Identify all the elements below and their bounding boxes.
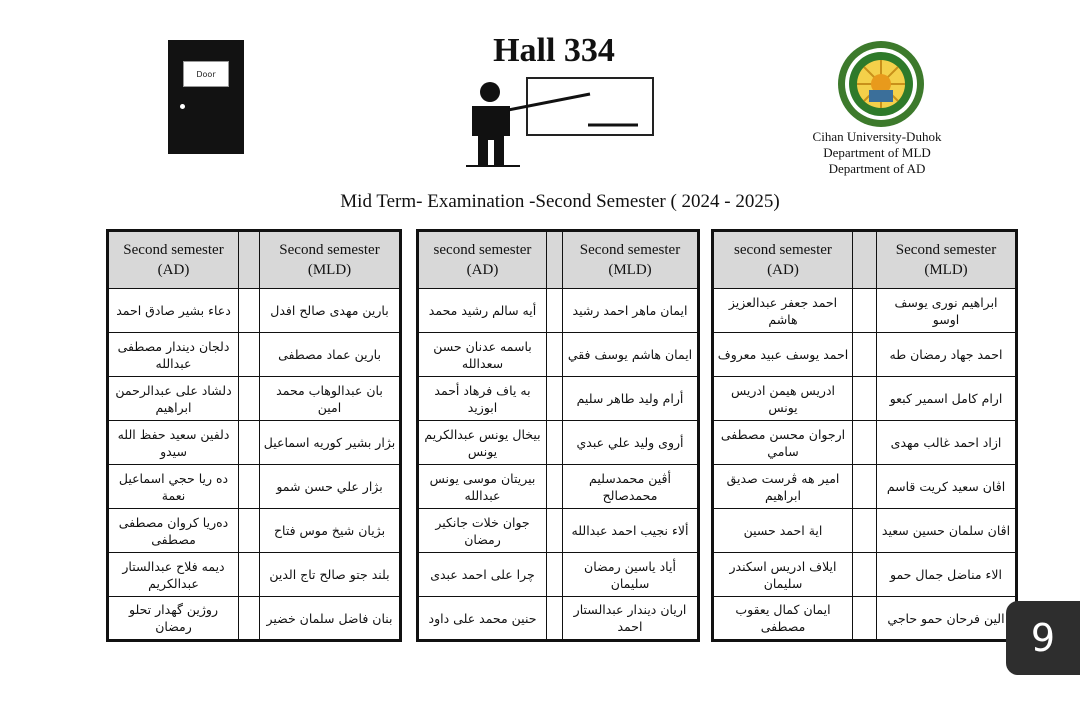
table-row (418, 553, 699, 597)
university-name: Cihan University-Duhok (812, 129, 942, 144)
student-ad: ادريس هيمن ادريس يونس (713, 377, 853, 421)
student-ad: حنين محمد على داود (418, 597, 547, 641)
table-row (108, 509, 401, 553)
student-ad: ده ريا حجي اسماعيل نعمة (108, 465, 239, 509)
student-ad: بيريتان موسى يونس عبدالله (418, 465, 547, 509)
table-row (418, 377, 699, 421)
seating-table-2 (416, 229, 700, 642)
student-mld: أروى وليد علي عبدي (563, 421, 699, 465)
seating-table-3 (711, 229, 1018, 642)
student-mld: بژار بشير كوريه اسماعيل (260, 421, 401, 465)
table-row (713, 553, 1017, 597)
separator-cell (853, 597, 877, 641)
student-mld: ازاد احمد غالب مهدى (877, 421, 1017, 465)
university-logo (833, 40, 929, 130)
separator-cell (239, 333, 260, 377)
student-mld: الاء مناضل جمال حمو (877, 553, 1017, 597)
column-header-mld: Second semester (MLD) (260, 231, 401, 289)
hall-title: Hall 334 (493, 32, 615, 69)
student-ad: ديمه فلاح عبدالستار عبدالكريم (108, 553, 239, 597)
student-ad: دعاء بشير صادق احمد (108, 289, 239, 333)
student-mld: بان عبدالوهاب محمد امين (260, 377, 401, 421)
student-ad: روژين گهدار تحلو رمضان (108, 597, 239, 641)
table-row (108, 597, 401, 641)
table-row (418, 421, 699, 465)
door-sign: Door (183, 61, 229, 87)
student-mld: بنان فاضل سلمان خضير (260, 597, 401, 641)
table-row (108, 421, 401, 465)
table-row (418, 597, 699, 641)
table-header-row (713, 231, 1017, 289)
column-header-ad: second semester (AD) (713, 231, 853, 289)
table-row (108, 377, 401, 421)
student-ad: دلشاد على عبدالرحمن ابراهيم (108, 377, 239, 421)
table-header-row (418, 231, 699, 289)
teacher-board-icon (466, 76, 658, 168)
separator-cell (853, 509, 877, 553)
separator-cell (853, 377, 877, 421)
student-mld: أڤين محمدسليم محمدصالح (563, 465, 699, 509)
student-mld: الين فرحان حمو حاجي (877, 597, 1017, 641)
student-mld: بارين مهدى صالح افدل (260, 289, 401, 333)
separator-cell (853, 465, 877, 509)
separator-cell (239, 231, 260, 289)
separator-cell (239, 465, 260, 509)
separator-cell (239, 421, 260, 465)
student-ad: احمد يوسف عبيد معروف (713, 333, 853, 377)
student-mld: اريان ديندار عبدالستار احمد (563, 597, 699, 641)
separator-cell (239, 377, 260, 421)
separator-cell (239, 289, 260, 333)
separator-cell (853, 289, 877, 333)
student-ad: دلجان ديندار مصطفى عبدالله (108, 333, 239, 377)
separator-cell (547, 597, 563, 641)
separator-cell (547, 553, 563, 597)
student-mld: ايمان هاشم يوسف فقي (563, 333, 699, 377)
seating-table-1 (106, 229, 402, 642)
student-ad: ارجوان محسن مصطفى سامي (713, 421, 853, 465)
student-ad: اية احمد حسين (713, 509, 853, 553)
table-row (108, 289, 401, 333)
table-row (418, 289, 699, 333)
separator-cell (547, 509, 563, 553)
table-row (713, 377, 1017, 421)
department-ad: Department of AD (828, 161, 926, 176)
student-ad: ايمان كمال يعقوب مصطفى (713, 597, 853, 641)
table-row (108, 465, 401, 509)
department-mld: Department of MLD (823, 145, 931, 160)
table-row (108, 333, 401, 377)
table-row (418, 465, 699, 509)
student-mld: ايمان ماهر احمد رشيد (563, 289, 699, 333)
student-ad: احمد جعفر عبدالعزيز هاشم (713, 289, 853, 333)
table-header-row (108, 231, 401, 289)
student-ad: بيخال يونس عبدالكريم يونس (418, 421, 547, 465)
student-mld: بژار علي حسن شمو (260, 465, 401, 509)
separator-cell (547, 231, 563, 289)
column-header-ad: second semester (AD) (418, 231, 547, 289)
student-ad: ايلاف ادريس اسكندر سليمان (713, 553, 853, 597)
student-mld: احمد جهاد رمضان طه (877, 333, 1017, 377)
student-mld: ابراهيم نورى يوسف اوسو (877, 289, 1017, 333)
separator-cell (239, 597, 260, 641)
separator-cell (239, 509, 260, 553)
student-mld: اڤان سلمان حسين سعيد (877, 509, 1017, 553)
separator-cell (547, 465, 563, 509)
separator-cell (853, 421, 877, 465)
student-mld: أياد ياسين رمضان سليمان (563, 553, 699, 597)
table-row (713, 509, 1017, 553)
column-header-mld: Second semester (MLD) (563, 231, 699, 289)
separator-cell (547, 333, 563, 377)
table-row (418, 333, 699, 377)
separator-cell (853, 333, 877, 377)
table-row (713, 597, 1017, 641)
door-knob (180, 104, 185, 109)
university-text (782, 129, 972, 177)
table-row (713, 421, 1017, 465)
separator-cell (239, 553, 260, 597)
student-mld: ألاء نجيب احمد عبدالله (563, 509, 699, 553)
separator-cell (547, 377, 563, 421)
page-number-badge: 9 (1006, 601, 1080, 675)
column-header-ad: Second semester (AD) (108, 231, 239, 289)
student-mld: ارام كامل اسمير كبعو (877, 377, 1017, 421)
student-mld: بژيان شيخ موس فتاح (260, 509, 401, 553)
student-mld: بلند جتو صالح تاج الدين (260, 553, 401, 597)
exam-title: Mid Term- Examination -Second Semester ( 2024 - 2025) (340, 191, 780, 212)
separator-cell (547, 421, 563, 465)
student-mld: أرام وليد طاهر سليم (563, 377, 699, 421)
student-mld: اڤان سعيد كريت قاسم (877, 465, 1017, 509)
table-row (713, 465, 1017, 509)
student-ad: أيه سالم رشيد محمد (418, 289, 547, 333)
student-ad: دلفين سعيد حفظ الله سيدو (108, 421, 239, 465)
student-ad: به ياف فرهاد أحمد ابوزيد (418, 377, 547, 421)
column-header-mld: Second semester (MLD) (877, 231, 1017, 289)
student-ad: امير هه ڤرست صديق ابراهيم (713, 465, 853, 509)
student-ad: باسمه عدنان حسن سعدالله (418, 333, 547, 377)
table-row (713, 289, 1017, 333)
separator-cell (853, 231, 877, 289)
student-ad: دەريا كروان مصطفى مصطفى (108, 509, 239, 553)
table-row (108, 553, 401, 597)
separator-cell (547, 289, 563, 333)
student-ad: چرا على احمد عبدى (418, 553, 547, 597)
table-row (418, 509, 699, 553)
separator-cell (853, 553, 877, 597)
table-row (713, 333, 1017, 377)
student-ad: جوان خلات جانكير رمضان (418, 509, 547, 553)
student-mld: بارين عماد مصطفى (260, 333, 401, 377)
